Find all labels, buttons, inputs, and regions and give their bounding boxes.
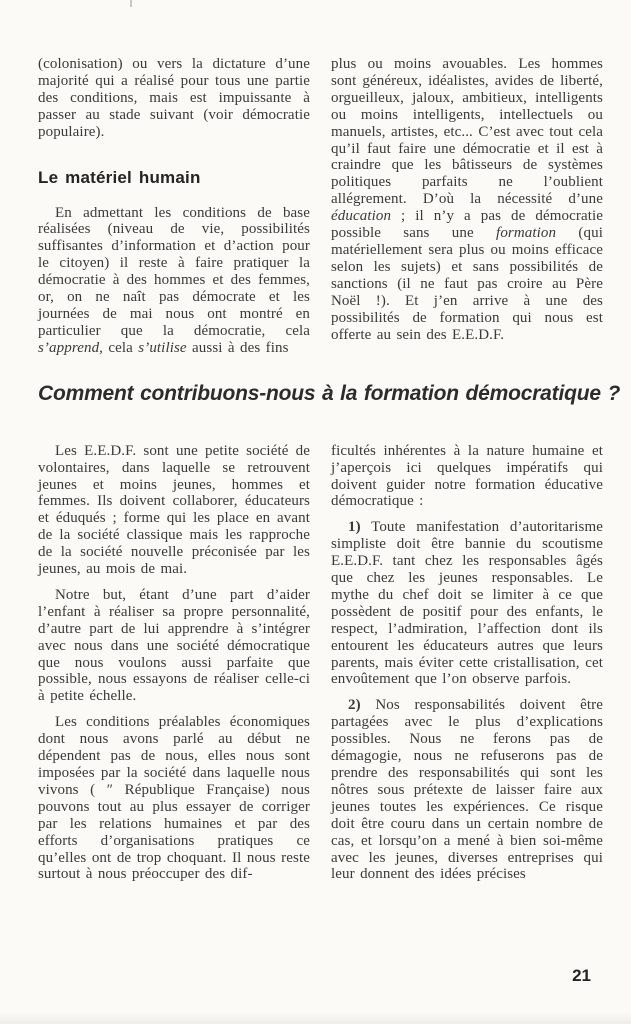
- bottom-section: [38, 443, 602, 884]
- paragraph: (colonisation) ou vers la dictature d’une majorité qui a réalisé pour tous une partie des conditions, mais est impuissante à passer au stade suivant (voir démocratie populaire).: [38, 56, 310, 140]
- bottom-left-column: [38, 443, 310, 884]
- paragraph: Les E.E.D.F. sont une petite société de volontaires, dans laquelle se retrouvent jeunes et moins jeunes, hommes et femmes. Ils doivent collaborer, éducateurs et éduqués ; forme qui les place en avant de la société classique mais les rapproche de la société nouvelle préconisée par les jeunes, au mois de mai.: [38, 442, 310, 578]
- scan-artifact: [130, 0, 132, 7]
- page-number: 21: [572, 966, 591, 985]
- bottom-right-column: [331, 443, 603, 884]
- sub-heading: Le matériel humain: [38, 167, 201, 187]
- section-heading: Comment contribuons-nous à la formation démocratique ?: [38, 381, 621, 405]
- paragraph: 1) Toute manifestation d’autoritarisme simpliste doit être bannie du scoutisme E.E.D.F. tant chez les responsables âgés que chez les jeunes responsables. Le mythe du chef doit se limiter à ce que possèdent de positif pour des enfants, le respect, l’admiration, l’affection dont ils entourent les éducateurs autres que leurs parents, mais éviter cette cristallisation, cet envoûtement que l’on observe parfois.: [331, 519, 603, 688]
- top-right-column: [331, 56, 603, 343]
- paragraph: plus ou moins avouables. Les hommes sont généreux, idéalistes, avides de liberté, orgueilleux, jaloux, ambitieux, intelligents ou moins intelligents, intellectuels ou manuels, artistes, etc... C’est avec tout cela qu’il faut faire une démocratie et il est à craindre que les bâtisseurs de systèmes politiques parfaits ne l’oublient allégrement. D’où la nécessité d’une éducation ; il n’y a pas de démocratie possible sans une formation (qui matériellement sera plus ou moins efficace selon les sujets) et sans possibilités de sanctions (il ne faut pas croire au Père Noël !). Et j’en arrive à une des possibilités de formation qui nous est offerte au sein des E.E.D.F.: [331, 56, 603, 343]
- paragraph: 2) Nos responsabilités doivent être partagées avec le plus d’explications possibles. Nous ne ferons pas de démagogie, nous ne refuserons pas de prendre des responsabilités qui sont les nôtres sous prétexte de laisser faire aux jeunes toutes les expériences. Ce risque doit être couru dans un certain nombre de cas, et lorsqu’on a mené à bien soi-même avec les jeunes, diverses entreprises qui leur donnent des idées précises: [331, 697, 603, 883]
- top-section: [38, 56, 602, 357]
- paragraph: ficultés inhérentes à la nature humaine et j’aperçois ici quelques impératifs qui doivent guider notre formation éducative démocratique :: [331, 442, 603, 510]
- paragraph: Les conditions préalables économiques dont nous avons parlé au début ne dépendent pas de nous, elles nous sont imposées par la société dans laquelle nous vivons ( ″ République Française) nous pouvons tout au plus essayer de corriger par les relations humaines et par des efforts d’organisations pratiques ce qu’elles ont de trop choquant. Il nous reste surtout à nous préoccuper des dif-: [38, 714, 310, 883]
- top-left-column: [38, 56, 310, 357]
- paragraph: Notre but, étant d’une part d’aider l’enfant à réaliser sa propre personnalité, d’autre part de lui apprendre à s’intégrer avec nous dans une société démocratique que nous voulons aussi parfaite que possible, nous essayons de réaliser celle-ci à petite échelle.: [38, 586, 310, 705]
- paragraph: En admettant les conditions de base réalisées (niveau de vie, possibilités suffisantes d’information et d’action pour le citoyen) il reste à faire pratiquer la démocratie à des hommes et des femmes, or, on ne naît pas démocrate et les journées de mai nous ont montré en particulier que la démocratie, cela s’apprend, cela s’utilise aussi à des fins: [38, 204, 310, 356]
